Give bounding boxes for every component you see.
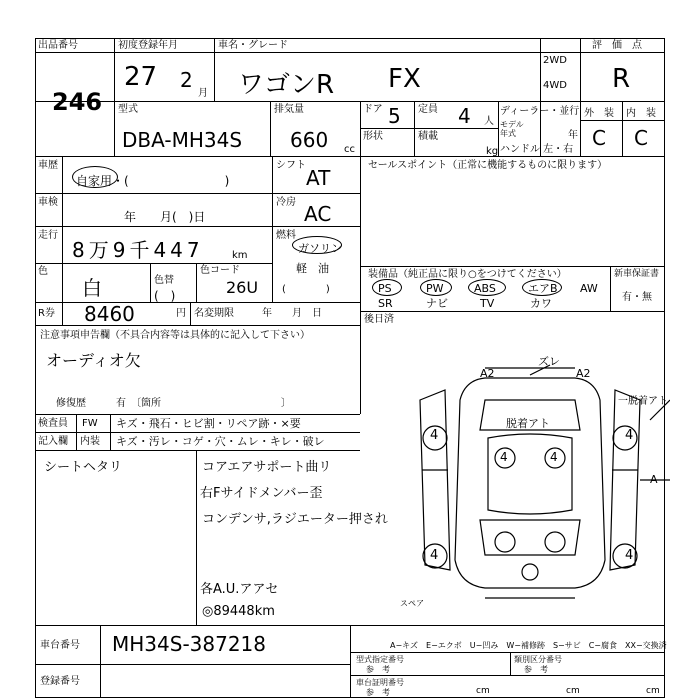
divider [360,266,665,267]
mark-detach-right: 一脱着アト [618,396,668,407]
length-unit-2: cm [566,686,580,696]
divider [350,625,351,698]
year-unit: 年 [568,130,578,141]
comment-core-support: コアエアサポート曲リ [202,460,332,475]
drive-2wd: 2WD [543,55,567,66]
owner-type-circle [72,166,118,188]
divider [214,38,215,101]
dealer-label: ディーラー・並行 [500,106,580,117]
load-label: 積載 [418,131,438,142]
color-change-value: ( ) [154,289,176,303]
model-label: 型式 [118,104,138,115]
class-ref: 参 考 [524,665,548,674]
mark-detach-center: 脱着アト [506,417,550,430]
door-label: ドア [363,104,383,115]
registration-number-label: 登録番号 [40,676,80,687]
fuel-circle [292,236,342,254]
fuel-value: ガソリン [298,242,342,255]
equip-aw: AW [580,282,598,295]
divider [35,156,665,157]
comment-condenser: コンデンサ,ラジエーター押され [202,512,388,527]
equip-leather: カワ [530,297,552,310]
divider [150,263,151,302]
score-value: R [612,64,631,94]
divider [35,664,350,665]
equip-navi: ナビ [426,297,448,310]
ac-label: 冷房 [276,197,296,208]
mark-a-right: A [650,473,658,486]
shaken-label: 車検 [38,197,58,208]
right-side [610,390,640,570]
capacity-label: 定員 [418,104,438,115]
interior-entry-label: 内装 [80,436,100,447]
divider [270,101,271,156]
divider [100,625,101,698]
divider [35,52,665,53]
mark-4-fr: 4 [625,428,634,443]
divider [360,128,498,129]
mark-4-inner-left: 4 [500,450,508,464]
entry-label: 記入欄 [38,436,68,447]
ps-circle [372,279,402,296]
model-code: DBA-MH34S [122,128,243,152]
equip-ps: PS [378,282,392,295]
length-unit-1: cm [476,686,490,696]
comment-side-member: 右Fサイドメンバー歪 [200,486,323,501]
equip-airbag: エアB [528,282,558,295]
equip-abs: ABS [474,282,496,295]
exterior-grade: C [592,126,606,150]
drive-4wd: 4WD [543,80,567,91]
mark-4-inner-right: 4 [550,450,558,464]
divider [610,266,611,311]
color-label: 色 [38,266,48,277]
displacement-label: 排気量 [274,104,304,115]
divider [350,652,665,653]
divider [498,101,499,156]
repair-history-label: 修復歴 [56,398,86,409]
model-year-label: モデル年式 [500,120,524,138]
interior-label: 内 装 [626,108,656,119]
divider [540,38,541,156]
divider [580,38,581,156]
shift-value: AT [306,166,331,190]
registration-date-label: 初度登録年月 [118,40,178,51]
fw-label: FW [82,418,98,429]
divider [62,156,63,325]
divider [196,450,197,625]
lot-number: 246 [52,88,103,116]
color-change-label: 色替 [154,275,174,286]
registration-month: 2 [180,68,193,92]
divider [360,156,361,414]
divider [35,432,360,433]
car-name: ワゴンR [238,70,335,100]
mark-a2-front-right: A2 [576,367,591,380]
equip-tv: TV [480,297,495,310]
divider [350,675,665,676]
r-ticket-value: 8460 [84,302,135,326]
length-unit-3: cm [646,686,660,696]
divider [360,311,665,312]
airbag-circle [522,279,562,296]
mark-4-rl: 4 [430,548,439,563]
chassis-cert-ref: 参 考 [366,688,390,697]
name-change-value: 年 月 日 [262,308,322,319]
equipment-label: 装備品（純正品に限り○をつけてください） [368,269,567,280]
rear-seat-label: 後日済 [364,314,394,325]
warranty-label: 新車保証書 [614,269,660,279]
sales-point-label: セールスポイント（正常に機能するものに限ります） [368,160,608,171]
comment-mileage: ◎89448km [202,604,275,619]
divider [196,263,197,302]
divider [510,652,511,675]
warranty-value: 有・無 [622,292,652,303]
r-ticket-unit: 円 [176,308,186,319]
name-change-label: 名変期限 [194,308,234,319]
shaken-value: 年 月( )日 [124,210,206,224]
mark-a2-front-left: A2 [480,367,495,380]
divider [76,414,77,450]
roof [488,434,572,514]
caution-value: オーディオ欠 [46,351,141,370]
spare-label: スペア [400,599,424,608]
car-name-label: 車名・グレード [218,40,288,51]
class-label: 類別区分番号 [514,655,562,664]
type-cert-ref: 参 考 [366,665,390,674]
mileage-value: 8万9千447 [72,238,204,262]
fuel-alt: 軽 油 [296,262,329,275]
abs-circle [468,279,506,296]
legend: A−キズ E−エクボ U−凹み W−補修跡 S−サビ C−腐食 XX−交換済 [390,641,667,650]
divider [35,226,360,227]
displacement-value: 660 [290,128,329,152]
capacity-value: 4 [458,104,471,128]
exterior-label: 外 装 [584,108,614,119]
registration-year: 27 [124,62,158,92]
mileage-label: 走行 [38,230,58,241]
pw-circle [420,279,452,296]
chassis-cert-label: 車台証明番号 [356,678,404,687]
fuel-label: 燃料 [276,230,296,241]
lot-label: 出品番号 [38,40,78,51]
divider [622,101,623,156]
capacity-unit: 人 [484,116,494,127]
equip-pw: PW [426,282,444,295]
divider [35,193,360,194]
chassis-label: 車台番号 [40,640,80,651]
cc-unit: cc [344,144,355,155]
comment-au: 各A.U.アアセ [200,582,279,597]
car-body-outline [455,378,605,588]
repair-history-value: 有 〔箇所 〕 [116,398,291,409]
divider [190,302,191,325]
color-value: 白 [82,276,102,300]
divider [110,414,111,450]
mark-4-rr: 4 [625,548,634,563]
mark-4-fl: 4 [430,428,439,443]
divider [35,450,360,451]
grade: FX [388,64,421,94]
divider [35,263,272,264]
color-code-value: 26U [226,278,259,297]
comment-seat: シートヘタリ [44,460,123,475]
divider [114,38,115,156]
shape-label: 形状 [363,131,383,142]
color-code-label: 色コード [200,265,240,276]
load-unit: kg [486,146,499,157]
score-label: 評 価 点 [592,40,642,51]
door-value: 5 [388,104,401,128]
fuel-paren: ( ) [282,284,330,295]
equip-sr: SR [378,297,393,310]
handle-label: ハンドル 左・右 [500,144,574,155]
caution-label: 注意事項申告欄（不具合内容等は具体的に記入して下さい） [40,330,310,341]
entry-items: キズ・汚レ・コゲ・穴・ムレ・キレ・破レ [116,435,325,448]
interior-grade: C [634,126,648,150]
mark-shift: ズレ [538,355,560,368]
history-label: 車歴 [38,160,58,171]
divider [35,414,360,415]
mileage-unit: km [232,250,248,261]
month-unit: 月 [198,88,208,99]
rear-window [480,520,580,555]
history-value: 自家用・( ) [76,174,230,188]
divider [35,101,665,102]
left-side [420,390,450,570]
divider [272,156,273,302]
inspector-label: 検査員 [38,418,68,429]
chassis-number: MH34S-387218 [112,632,267,656]
shift-label: シフト [276,160,306,171]
type-cert-label: 型式指定番号 [356,655,404,664]
r-ticket-label: R券 [38,308,55,319]
ac-value: AC [304,202,332,226]
inspector-items: キズ・飛石・ヒビ割・リペア跡・×要 [116,417,301,430]
